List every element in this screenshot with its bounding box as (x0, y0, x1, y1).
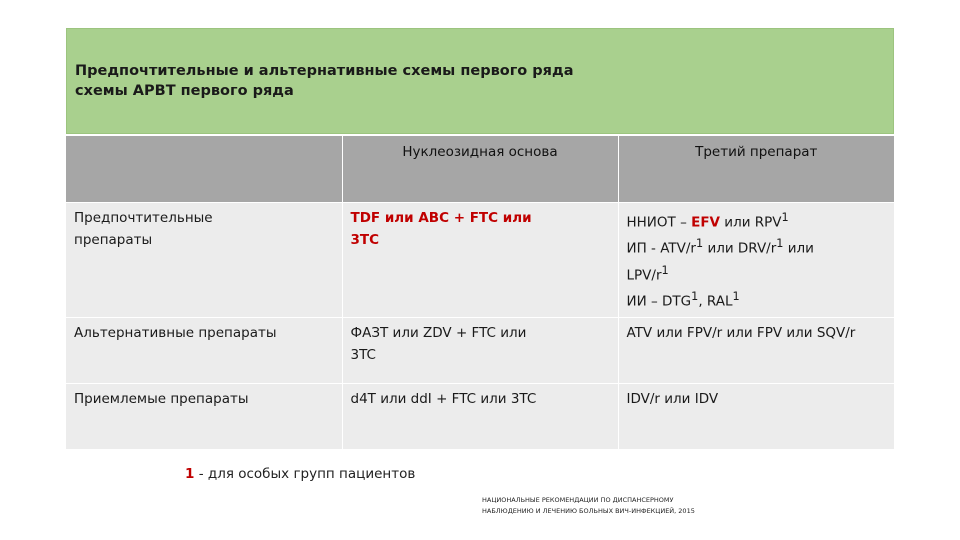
nucleoside-line: TDF или ABC + FTC или (350, 209, 532, 226)
regimen-table (66, 136, 894, 450)
third-drug-line: ATV или FPV/r или FPV или SQV/r (626, 324, 856, 341)
header-category (66, 136, 342, 202)
footnote-marker: 1 (781, 210, 789, 224)
text-segment: или DRV/r (703, 240, 777, 257)
footnote-marker: 1 (661, 263, 669, 277)
nucleoside-line: 3TC (350, 346, 376, 363)
nucleoside-line: 3TC (350, 231, 380, 248)
category-line: Приемлемые препараты (74, 390, 249, 407)
text-segment: ИП - ATV/r (626, 240, 696, 257)
third-drug-line-lpv (627, 260, 887, 287)
cell-nucleoside (342, 317, 618, 383)
text-segment: ИИ – DTG (626, 293, 692, 310)
footnote (185, 466, 415, 482)
text-segment: , RAL (698, 293, 733, 310)
text-segment: ННИОТ – (626, 214, 692, 230)
header-third-drug: Третий препарат (618, 136, 894, 202)
category-line: препараты (74, 231, 153, 248)
cell-third-drug (618, 383, 894, 449)
third-drug-line-nnrti (627, 207, 887, 234)
efv-highlight: EFV (691, 214, 721, 230)
table-row-acceptable (66, 383, 894, 449)
cell-third-drug (618, 317, 894, 383)
cell-nucleoside (342, 383, 618, 449)
title-banner (66, 28, 894, 134)
text-segment: или (783, 240, 814, 257)
third-drug-line: IDV/r или IDV (626, 390, 719, 407)
text-segment: LPV/r (626, 267, 662, 283)
header-nucleoside: Нуклеозидная основа (342, 136, 618, 202)
footnote-marker: 1 (691, 290, 699, 303)
source-line-1: НАЦИОНАЛЬНЫЕ РЕКОМЕНДАЦИИ ПО ДИСПАНСЕРНОМУ (482, 496, 674, 504)
text-segment: или RPV (720, 214, 782, 230)
slide-title-line-1: Предпочтительные и альтернативные схемы первого ряда (75, 63, 574, 79)
source-citation (482, 495, 772, 517)
cell-category (66, 317, 342, 383)
source-line-2: НАБЛЮДЕНИЮ И ЛЕЧЕНИЮ БОЛЬНЫХ ВИЧ-ИНФЕКЦИЕЙ, 2015 (482, 507, 695, 515)
footnote-marker: 1 (732, 290, 740, 303)
footnote-text: - для особых групп пациентов (194, 466, 416, 482)
cell-third-drug (618, 202, 894, 317)
nucleoside-line: ФАЗТ или ZDV + FTC или (350, 324, 527, 341)
category-line: Альтернативные препараты (74, 324, 277, 341)
footnote-marker: 1 (776, 237, 784, 250)
nucleoside-line: d4T или ddI + FTC или 3TC (350, 390, 537, 407)
slide-title (75, 61, 574, 101)
slide-title-line-2: схемы АРВТ первого ряда (75, 83, 294, 99)
category-line: Предпочтительные (74, 209, 213, 226)
footnote-marker: 1 (695, 237, 704, 250)
table-row-preferred (66, 202, 894, 317)
cell-category (66, 383, 342, 449)
table-header-row (66, 136, 894, 202)
footnote-number: 1 (185, 466, 195, 482)
table-row-alternative (66, 317, 894, 383)
third-drug-line-ii (627, 286, 887, 313)
cell-category (66, 202, 342, 317)
cell-nucleoside (342, 202, 618, 317)
third-drug-line-pi (627, 233, 887, 260)
